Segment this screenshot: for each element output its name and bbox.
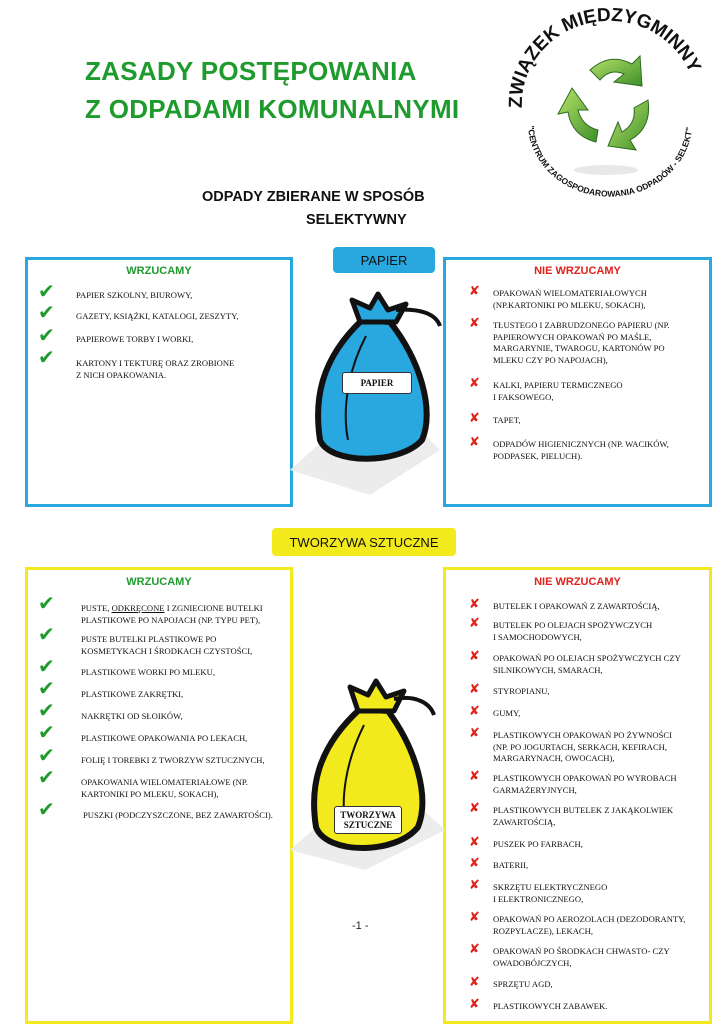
tworzywa-nie-wrzucamy-heading: NIE WRZUCAMY (534, 576, 621, 588)
tworzywa-nie-wrzucamy-item: BUTELEK PO OLEJACH SPOŻYWCZYCH I SAMOCHODOWYCH, (493, 620, 653, 642)
tworzywa-wrzucamy-item: PUSTE BUTELKI PLASTIKOWE PO KOSMETYKACH I ŚRODKACH CZYSTOŚCI, (81, 634, 253, 656)
cross-icon: ✘ (469, 801, 480, 816)
tworzywa-nie-wrzucamy-item: OPAKOWAŃ PO ŚRODKACH CHWASTO- CZY OWADOBÓJCZYCH, (493, 946, 670, 968)
papier-wrzucamy-heading: WRZUCAMY (126, 265, 192, 277)
tworzywa-nie-wrzucamy-item: PLASTIKOWYCH ZABAWEK. (493, 1001, 608, 1011)
tworzywa-wrzucamy-item: OPAKOWANIA WIELOMATERIAŁOWE (NP. KARTONIKI PO MLEKU, SOKACH), (81, 777, 248, 799)
tworzywa-wrzucamy-item: FOLIĘ I TOREBKI Z TWORZYW SZTUCZNYCH, (81, 755, 265, 765)
cross-icon: ✘ (469, 411, 480, 426)
tworzywa-nie-wrzucamy-item: PLASTIKOWYCH BUTELEK Z JAKĄKOLWIEK ZAWARTOŚCIĄ, (493, 805, 674, 827)
tworzywa-nie-wrzucamy-item: SKRZĘTU ELEKTRYCZNEGO I ELEKTRONICZNEGO, (493, 882, 608, 904)
papier-wrzucamy-item: PAPIER SZKOLNY, BIUROWY, (76, 290, 193, 300)
papier-wrzucamy-item: PAPIEROWE TORBY I WORKI, (76, 334, 194, 344)
tworzywa-wrzucamy-item: PUSZKI (PODCZYSZCZONE, BEZ ZAWARTOŚCI). (83, 810, 273, 820)
check-icon: ✔ (38, 323, 55, 347)
check-icon: ✔ (38, 300, 55, 324)
cross-icon: ✘ (469, 942, 480, 957)
tworzywa-nie-wrzucamy-item: BUTELEK I OPAKOWAŃ Z ZAWARTOŚCIĄ, (493, 601, 660, 611)
tworzywa-nie-wrzucamy-item: OPAKOWAŃ PO AEROZOLACH (DEZODORANTY, ROZPYLACZE), LEKACH, (493, 914, 686, 936)
check-icon: ✔ (38, 345, 55, 369)
check-icon: ✔ (38, 676, 55, 700)
item-text-pre: PUSTE, (81, 603, 112, 613)
check-icon: ✔ (38, 279, 55, 303)
cross-icon: ✘ (469, 597, 480, 612)
recycle-arrows-icon (558, 56, 649, 175)
subtitle-line-2: SELEKTYWNY (306, 212, 407, 228)
cross-icon: ✘ (469, 769, 480, 784)
tworzywa-nie-wrzucamy-item: PUSZEK PO FARBACH, (493, 839, 583, 849)
tworzywa-nie-wrzucamy-item: STYROPIANU, (493, 686, 550, 696)
title-line-2: Z ODPADAMI KOMUNALNYMI (85, 94, 460, 124)
papier-nie-wrzucamy-item: KALKI, PAPIERU TERMICZNEGO I FAKSOWEGO, (493, 380, 623, 402)
check-icon: ✔ (38, 743, 55, 767)
cross-icon: ✘ (469, 682, 480, 697)
papier-nie-wrzucamy-item: ODPADÓW HIGIENICZNYCH (NP. WACIKÓW, PODPASEK, PIELUCH). (493, 439, 669, 461)
subtitle-line-1: ODPADY ZBIERANE W SPOSÓB (202, 189, 425, 205)
cross-icon: ✘ (469, 726, 480, 741)
recycling-logo (500, 8, 715, 208)
item-text-post: I ZGNIECIONE BUTELKI PLASTIKOWE PO NAPOJACH (NP. TYPU PET), (81, 603, 263, 625)
tworzywa-wrzucamy-item: PLASTIKOWE OPAKOWANIA PO LEKACH, (81, 733, 248, 743)
tworzywa-wrzucamy-heading: WRZUCAMY (126, 576, 192, 588)
tworzywa-wrzucamy-item: PLASTIKOWE WORKI PO MLEKU, (81, 667, 215, 677)
papier-nie-wrzucamy-item: TŁUSTEGO I ZABRUDZONEGO PAPIERU (NP. PAPIEROWYCH OPAKOWAŃ PO MAŚLE, MARGARYNIE, TWAROGU, KARTONÓW PO MLEKU CZY PO NAPOJACH), (493, 320, 670, 365)
cross-icon: ✘ (469, 910, 480, 925)
tworzywa-nie-wrzucamy-item: PLASTIKOWYCH OPAKOWAŃ PO WYROBACH GARMAŻERYJNYCH, (493, 773, 677, 795)
tworzywa-nie-wrzucamy-item: PLASTIKOWYCH OPAKOWAŃ PO ŻYWNOŚCI (NP. PO JOGURTACH, SERKACH, KEFIRACH, MARGARYNACH, OWOCACH), (493, 730, 672, 763)
logo-inner-text: "CENTRUM ZAGOSPODAROWANIA ODPADÓW - SELEKT" (525, 125, 694, 199)
papier-bag-label: PAPIER (342, 372, 412, 394)
cross-icon: ✘ (469, 649, 480, 664)
check-icon: ✔ (38, 765, 55, 789)
tworzywa-wrzucamy-item: PLASTIKOWE ZAKRĘTKI, (81, 689, 184, 699)
cross-icon: ✘ (469, 835, 480, 850)
check-icon: ✔ (38, 720, 55, 744)
check-icon: ✔ (38, 591, 55, 615)
cross-icon: ✘ (469, 856, 480, 871)
cross-icon: ✘ (469, 878, 480, 893)
tworzywa-nie-wrzucamy-item: OPAKOWAŃ PO OLEJACH SPOŻYWCZYCH CZY SILNIKOWYCH, SMARACH, (493, 653, 681, 675)
cross-icon: ✘ (469, 616, 480, 631)
logo-outer-text: ZWIĄZEK MIĘDZYGMINNY (505, 8, 705, 109)
title-line-1: ZASADY POSTĘPOWANIA (85, 56, 417, 86)
check-icon: ✔ (38, 797, 55, 821)
page-number: -1 - (352, 920, 369, 932)
papier-wrzucamy-item: KARTONY I TEKTURĘ ORAZ ZROBIONE Z NICH OPAKOWANIA. (76, 358, 235, 380)
papier-nie-wrzucamy-item: TAPET, (493, 415, 521, 425)
cross-icon: ✘ (469, 997, 480, 1012)
tworzywa-wrzucamy-item: NAKRĘTKI OD SŁOIKÓW, (81, 711, 183, 721)
papier-wrzucamy-item: GAZETY, KSIĄŻKI, KATALOGI, ZESZYTY, (76, 311, 239, 321)
check-icon: ✔ (38, 622, 55, 646)
item-text-underlined: ODKRĘCONE (111, 603, 165, 613)
cross-icon: ✘ (469, 975, 480, 990)
section-tag-papier: PAPIER (333, 247, 435, 273)
check-icon: ✔ (38, 698, 55, 722)
tworzywa-nie-wrzucamy-item: BATERII, (493, 860, 529, 870)
cross-icon: ✘ (469, 376, 480, 391)
papier-nie-wrzucamy-item: OPAKOWAŃ WIELOMATERIAŁOWYCH (NP.KARTONIKI PO MLEKU, SOKACH), (493, 288, 647, 310)
cross-icon: ✘ (469, 435, 480, 450)
waste-bag-icon (280, 665, 450, 875)
section-tag-tworzywa: TWORZYWA SZTUCZNE (272, 528, 456, 556)
cross-icon: ✘ (469, 284, 480, 299)
tworzywa-nie-wrzucamy-item: SPRZĘTU AGD, (493, 979, 553, 989)
tworzywa-wrzucamy-item (81, 603, 263, 626)
cross-icon: ✘ (469, 316, 480, 331)
cross-icon: ✘ (469, 704, 480, 719)
papier-nie-wrzucamy-heading: NIE WRZUCAMY (534, 265, 621, 277)
tworzywa-bag-label: TWORZYWA SZTUCZNE (334, 806, 402, 834)
check-icon: ✔ (38, 654, 55, 678)
tworzywa-nie-wrzucamy-item: GUMY, (493, 708, 521, 718)
